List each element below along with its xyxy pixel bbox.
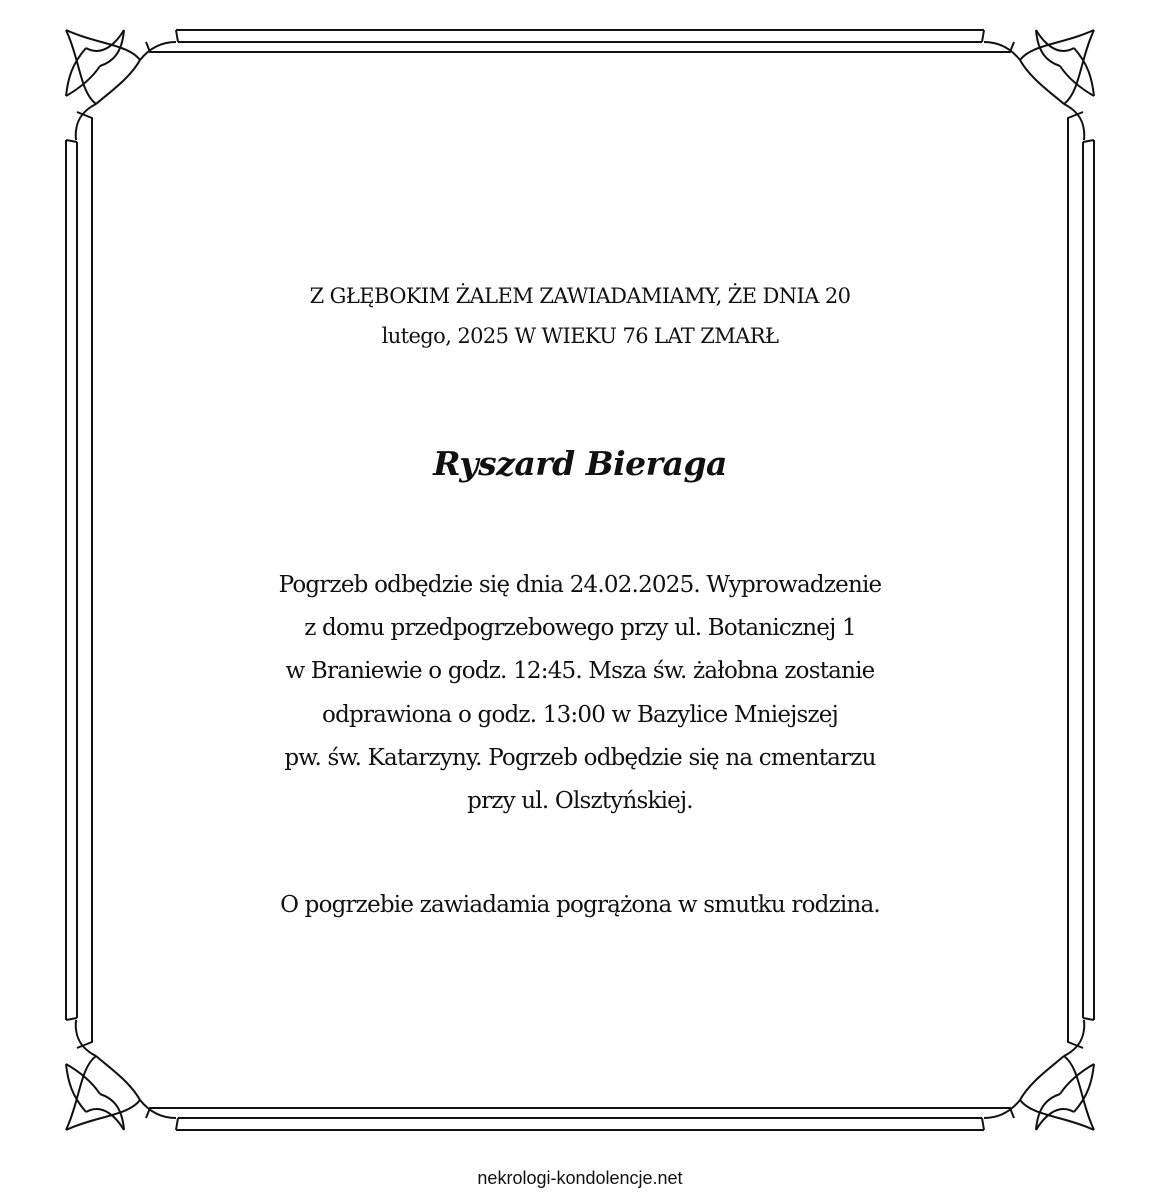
corner-ornament-top-left <box>66 30 176 140</box>
intro-text <box>180 276 980 356</box>
details-line-5: pw. św. Katarzyny. Pogrzeb odbędzie się na cmentarzu <box>284 744 876 771</box>
intro-line-2: lutego, 2025 W WIEKU 76 LAT ZMARŁ <box>381 324 779 348</box>
closing-text: O pogrzebie zawiadamia pogrążona w smutku rodzina. <box>280 892 880 918</box>
corner-ornament-top-right <box>984 30 1094 140</box>
details-line-4: odprawiona o godz. 13:00 w Bazylice Mniejszej <box>322 701 838 728</box>
funeral-details <box>180 564 980 823</box>
corner-ornament-bottom-right <box>984 1020 1094 1130</box>
deceased-name: Ryszard Bieraga <box>433 444 727 483</box>
corner-ornament-bottom-left <box>66 1020 176 1130</box>
footer-site: nekrologi-kondolencje.net <box>477 1168 683 1188</box>
details-line-6: przy ul. Olsztyńskiej. <box>467 788 693 815</box>
intro-line-1: Z GŁĘBOKIM ŻALEM ZAWIADAMIAMY, ŻE DNIA 20 <box>309 284 851 308</box>
details-line-2: z domu przedpogrzebowego przy ul. Botanicznej 1 <box>304 615 856 642</box>
details-line-1: Pogrzeb odbędzie się dnia 24.02.2025. Wyprowadzenie <box>278 572 882 598</box>
details-line-3: w Braniewie o godz. 12:45. Msza św. żałobna zostanie <box>285 658 875 685</box>
